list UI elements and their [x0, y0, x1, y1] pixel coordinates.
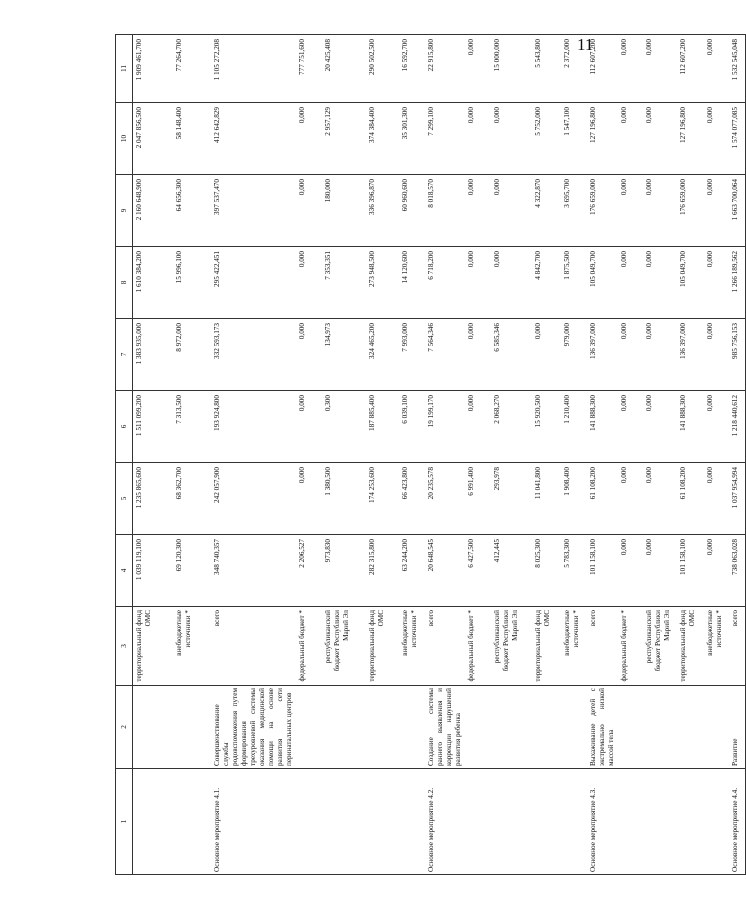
amount-cell: 2 047 856,500 [133, 103, 173, 175]
amount-cell: 1 532 545,048 [729, 35, 746, 103]
amount-cell: 8 972,000 [173, 319, 211, 391]
funding-source-cell: территориальный фонд ОМС [133, 607, 173, 686]
amount-cell: 136 397,000 [587, 319, 618, 391]
table-row [677, 35, 704, 875]
table-row [643, 35, 677, 875]
amount-cell: 2 160 648,900 [133, 175, 173, 247]
amount-cell: 61 108,200 [677, 463, 704, 535]
amount-cell: 0,000 [643, 175, 677, 247]
amount-cell: 0,000 [465, 35, 491, 103]
amount-cell: 0,000 [491, 103, 532, 175]
amount-cell: 105 049,700 [587, 247, 618, 319]
table-row [532, 35, 561, 875]
amount-cell: 2 206,527 [296, 535, 322, 607]
amount-cell: 0,000 [296, 103, 322, 175]
column-header: 1 [116, 769, 133, 875]
table-row [704, 35, 729, 875]
amount-cell: 1 875,500 [561, 247, 587, 319]
event-name-cell [322, 769, 366, 875]
table-row [587, 35, 618, 875]
table-row [322, 35, 366, 875]
amount-cell: 295 422,451 [211, 247, 296, 319]
amount-cell: 1 511 099,200 [133, 391, 173, 463]
amount-cell: 7 353,351 [322, 247, 366, 319]
amount-cell: 8 018,570 [425, 175, 465, 247]
amount-cell: 0,000 [643, 247, 677, 319]
table-row [425, 35, 465, 875]
amount-cell: 1 909 461,700 [133, 35, 173, 103]
event-name-cell [677, 769, 704, 875]
funding-source-cell: внебюджетные источники * [704, 607, 729, 686]
amount-cell: 0,000 [296, 391, 322, 463]
amount-cell: 7 993,000 [399, 319, 425, 391]
amount-cell: 64 656,300 [173, 175, 211, 247]
event-description-cell [677, 686, 704, 769]
amount-cell: 66 423,800 [399, 463, 425, 535]
event-description-cell [532, 686, 561, 769]
funding-source-cell: территориальный фонд ОМС [532, 607, 561, 686]
amount-cell: 8 025,300 [532, 535, 561, 607]
column-header: 2 [116, 686, 133, 769]
event-name-cell: Основное мероприятие 4.3. [587, 769, 618, 875]
amount-cell: 5 783,300 [561, 535, 587, 607]
funding-source-cell: внебюджетные источники * [561, 607, 587, 686]
amount-cell: 1 383 935,000 [133, 319, 173, 391]
amount-cell: 7 564,346 [425, 319, 465, 391]
column-header: 11 [116, 35, 133, 103]
event-description-cell [491, 686, 532, 769]
event-name-cell [532, 769, 561, 875]
event-description-cell [366, 686, 399, 769]
table-row [491, 35, 532, 875]
column-header: 10 [116, 103, 133, 175]
amount-cell: 0,000 [465, 319, 491, 391]
amount-cell: 2 957,129 [322, 103, 366, 175]
amount-cell: 134,973 [322, 319, 366, 391]
amount-cell: 1 105 272,208 [211, 35, 296, 103]
event-description-cell [322, 686, 366, 769]
event-name-cell [296, 769, 322, 875]
column-header: 8 [116, 247, 133, 319]
event-description-cell: Развитие [729, 686, 746, 769]
table-body [133, 35, 746, 875]
amount-cell: 68 362,700 [173, 463, 211, 535]
table-row [465, 35, 491, 875]
event-description-cell [704, 686, 729, 769]
table-row [211, 35, 296, 875]
table-row [366, 35, 399, 875]
event-description-cell [561, 686, 587, 769]
amount-cell: 777 751,600 [296, 35, 322, 103]
funding-source-cell: внебюджетные источники * [173, 607, 211, 686]
amount-cell: 0,000 [643, 535, 677, 607]
amount-cell: 0,000 [465, 391, 491, 463]
amount-cell: 0,000 [704, 247, 729, 319]
amount-cell: 15 000,000 [491, 35, 532, 103]
amount-cell: 0,000 [618, 535, 643, 607]
amount-cell: 1 663 700,064 [729, 175, 746, 247]
amount-cell: 336 396,870 [366, 175, 399, 247]
event-name-cell [618, 769, 643, 875]
amount-cell: 0,000 [618, 319, 643, 391]
amount-cell: 5 543,800 [532, 35, 561, 103]
amount-cell: 1 218 440,612 [729, 391, 746, 463]
amount-cell: 101 158,100 [587, 535, 618, 607]
amount-cell: 0,000 [465, 103, 491, 175]
amount-cell: 101 158,100 [677, 535, 704, 607]
amount-cell: 0,000 [618, 175, 643, 247]
event-name-cell: Основное мероприятие 4.2. [425, 769, 465, 875]
amount-cell: 61 108,200 [587, 463, 618, 535]
table-row [729, 35, 746, 875]
event-name-cell: Основное мероприятие 4.4. [729, 769, 746, 875]
amount-cell: 1 574 077,085 [729, 103, 746, 175]
amount-cell: 0,000 [491, 175, 532, 247]
funding-source-cell: республиканский бюджет Республики Марий Эл [322, 607, 366, 686]
event-description-cell: Выхаживание детей с экстремально низкой массой тела [587, 686, 618, 769]
amount-cell: 20 648,545 [425, 535, 465, 607]
amount-cell: 6 991,400 [465, 463, 491, 535]
amount-cell: 77 264,700 [173, 35, 211, 103]
amount-cell: 0,000 [296, 319, 322, 391]
event-name-cell [465, 769, 491, 875]
amount-cell: 412,445 [491, 535, 532, 607]
amount-cell: 242 057,900 [211, 463, 296, 535]
amount-cell: 20 235,578 [425, 463, 465, 535]
amount-cell: 0,000 [618, 391, 643, 463]
amount-cell: 979,000 [561, 319, 587, 391]
amount-cell: 180,000 [322, 175, 366, 247]
event-description-cell [296, 686, 322, 769]
rotated-table-container [115, 35, 739, 875]
amount-cell: 738 063,028 [729, 535, 746, 607]
amount-cell: 1 610 384,200 [133, 247, 173, 319]
funding-source-cell: всего [729, 607, 746, 686]
amount-cell: 1 235 865,600 [133, 463, 173, 535]
amount-cell: 0,000 [465, 247, 491, 319]
amount-cell: 19 199,170 [425, 391, 465, 463]
amount-cell: 1 039 119,100 [133, 535, 173, 607]
amount-cell: 112 607,200 [587, 35, 618, 103]
event-name-cell [366, 769, 399, 875]
funding-source-cell: всего [211, 607, 296, 686]
funding-source-cell: территориальный фонд ОМС [366, 607, 399, 686]
amount-cell: 3 695,700 [561, 175, 587, 247]
amount-cell: 0,000 [296, 463, 322, 535]
event-name-cell [133, 769, 173, 875]
amount-cell: 127 196,800 [587, 103, 618, 175]
amount-cell: 127 196,800 [677, 103, 704, 175]
amount-cell: 0,300 [322, 391, 366, 463]
table-row [133, 35, 173, 875]
amount-cell: 0,000 [465, 175, 491, 247]
amount-cell: 176 659,000 [587, 175, 618, 247]
amount-cell: 1 547,100 [561, 103, 587, 175]
event-name-cell [704, 769, 729, 875]
funding-source-cell: внебюджетные источники * [399, 607, 425, 686]
funding-source-cell: федеральный бюджет * [618, 607, 643, 686]
event-name-cell [643, 769, 677, 875]
amount-cell: 290 502,500 [366, 35, 399, 103]
amount-cell: 324 465,200 [366, 319, 399, 391]
amount-cell: 176 659,000 [677, 175, 704, 247]
amount-cell: 6 718,200 [425, 247, 465, 319]
amount-cell: 332 593,173 [211, 319, 296, 391]
amount-cell: 1 380,500 [322, 463, 366, 535]
column-header: 9 [116, 175, 133, 247]
amount-cell: 0,000 [618, 35, 643, 103]
funding-source-cell: всего [587, 607, 618, 686]
event-name-cell [173, 769, 211, 875]
event-name-cell [561, 769, 587, 875]
amount-cell: 7 299,100 [425, 103, 465, 175]
amount-cell: 141 888,300 [587, 391, 618, 463]
amount-cell: 0,000 [643, 463, 677, 535]
event-description-cell [399, 686, 425, 769]
amount-cell: 0,000 [704, 535, 729, 607]
amount-cell: 0,000 [296, 175, 322, 247]
amount-cell: 136 397,000 [677, 319, 704, 391]
event-description-cell [618, 686, 643, 769]
column-header: 5 [116, 463, 133, 535]
amount-cell: 5 752,000 [532, 103, 561, 175]
amount-cell: 22 915,800 [425, 35, 465, 103]
funding-source-cell: республиканский бюджет Республики Марий Эл [643, 607, 677, 686]
column-header: 6 [116, 391, 133, 463]
amount-cell: 0,000 [618, 247, 643, 319]
amount-cell: 0,000 [296, 247, 322, 319]
amount-cell: 0,000 [643, 319, 677, 391]
amount-cell: 985 756,153 [729, 319, 746, 391]
amount-cell: 141 888,300 [677, 391, 704, 463]
amount-cell: 1 037 954,994 [729, 463, 746, 535]
amount-cell: 15 996,100 [173, 247, 211, 319]
amount-cell: 0,000 [643, 35, 677, 103]
table-row [296, 35, 322, 875]
amount-cell: 0,000 [704, 319, 729, 391]
amount-cell: 0,000 [532, 319, 561, 391]
amount-cell: 6 039,100 [399, 391, 425, 463]
amount-cell: 20 425,408 [322, 35, 366, 103]
amount-cell: 60 960,600 [399, 175, 425, 247]
column-header: 3 [116, 607, 133, 686]
funding-source-cell: федеральный бюджет * [465, 607, 491, 686]
table-row [173, 35, 211, 875]
table-row [399, 35, 425, 875]
amount-cell: 0,000 [704, 35, 729, 103]
event-description-cell: Совершенствование службы родовспоможения путем формирования трехуровневой системы оказания медицинской помощи на основе развития сети перинатальных центров [211, 686, 296, 769]
event-description-cell [133, 686, 173, 769]
amount-cell: 69 120,300 [173, 535, 211, 607]
table-row [561, 35, 587, 875]
event-description-cell [173, 686, 211, 769]
amount-cell: 0,000 [643, 391, 677, 463]
amount-cell: 1 266 189,562 [729, 247, 746, 319]
amount-cell: 348 740,357 [211, 535, 296, 607]
budget-table [115, 34, 746, 875]
amount-cell: 412 642,829 [211, 103, 296, 175]
amount-cell: 35 301,300 [399, 103, 425, 175]
amount-cell: 105 049,700 [677, 247, 704, 319]
event-description-cell: Создание системы раннего выявления и коррекции нарушений развития ребенка [425, 686, 465, 769]
amount-cell: 4 842,700 [532, 247, 561, 319]
amount-cell: 282 315,800 [366, 535, 399, 607]
amount-cell: 0,000 [704, 391, 729, 463]
amount-cell: 193 924,800 [211, 391, 296, 463]
column-header: 4 [116, 535, 133, 607]
amount-cell: 174 253,600 [366, 463, 399, 535]
amount-cell: 0,000 [704, 175, 729, 247]
amount-cell: 0,000 [704, 103, 729, 175]
amount-cell: 1 908,400 [561, 463, 587, 535]
amount-cell: 15 920,500 [532, 391, 561, 463]
amount-cell: 112 607,200 [677, 35, 704, 103]
funding-source-cell: федеральный бюджет * [296, 607, 322, 686]
amount-cell: 2 068,270 [491, 391, 532, 463]
column-header: 7 [116, 319, 133, 391]
amount-cell: 14 120,600 [399, 247, 425, 319]
page-number: 11 [577, 35, 594, 54]
event-name-cell [399, 769, 425, 875]
amount-cell: 1 210,400 [561, 391, 587, 463]
event-description-cell [643, 686, 677, 769]
amount-cell: 187 885,400 [366, 391, 399, 463]
event-description-cell [465, 686, 491, 769]
amount-cell: 0,000 [643, 103, 677, 175]
event-name-cell: Основное мероприятие 4.1. [211, 769, 296, 875]
amount-cell: 374 384,400 [366, 103, 399, 175]
amount-cell: 7 313,500 [173, 391, 211, 463]
amount-cell: 293,978 [491, 463, 532, 535]
amount-cell: 6 585,346 [491, 319, 532, 391]
amount-cell: 0,000 [491, 247, 532, 319]
amount-cell: 0,000 [618, 103, 643, 175]
amount-cell: 0,000 [618, 463, 643, 535]
amount-cell: 63 244,200 [399, 535, 425, 607]
amount-cell: 4 322,870 [532, 175, 561, 247]
funding-source-cell: республиканский бюджет Республики Марий Эл [491, 607, 532, 686]
table-row [618, 35, 643, 875]
amount-cell: 16 592,700 [399, 35, 425, 103]
amount-cell: 2 372,000 [561, 35, 587, 103]
amount-cell: 58 148,400 [173, 103, 211, 175]
amount-cell: 273 948,500 [366, 247, 399, 319]
header-row [116, 35, 133, 875]
event-name-cell [491, 769, 532, 875]
amount-cell: 0,000 [704, 463, 729, 535]
funding-source-cell: всего [425, 607, 465, 686]
funding-source-cell: территориальный фонд ОМС [677, 607, 704, 686]
amount-cell: 397 537,470 [211, 175, 296, 247]
amount-cell: 6 427,500 [465, 535, 491, 607]
amount-cell: 11 041,800 [532, 463, 561, 535]
amount-cell: 973,830 [322, 535, 366, 607]
